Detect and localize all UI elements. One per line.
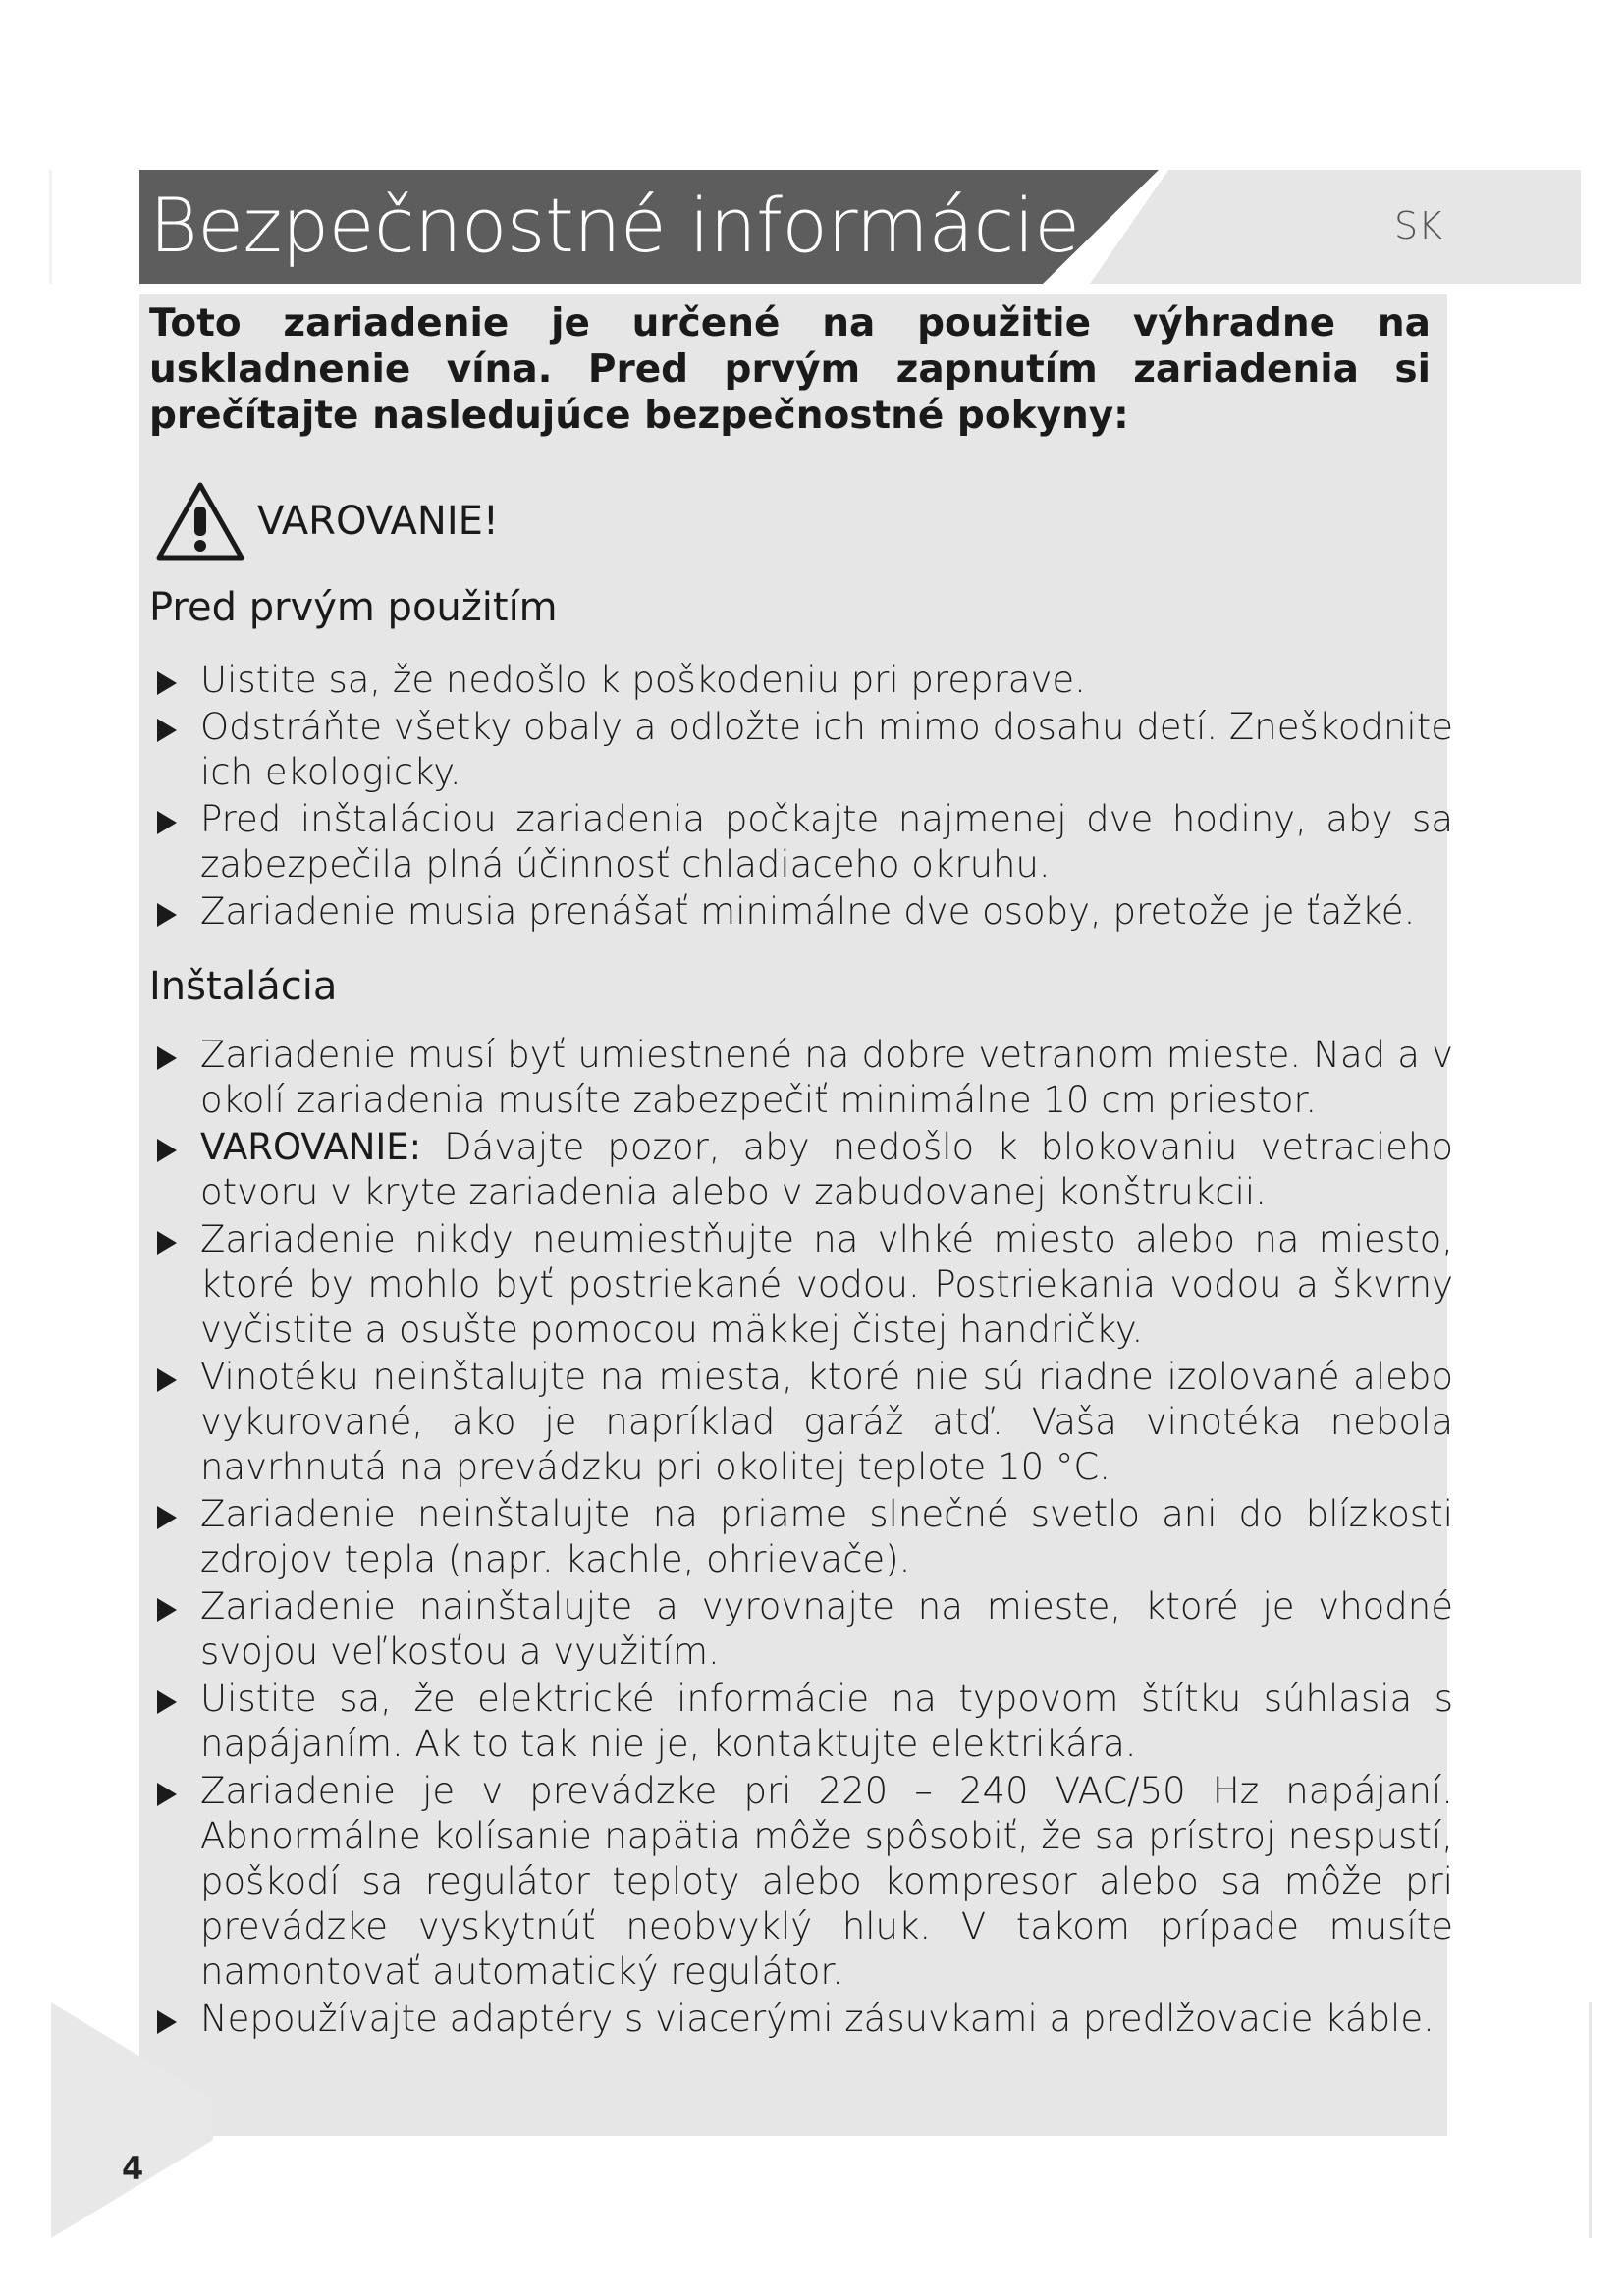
- section-title-before-first-use: Pred prvým použitím: [149, 585, 558, 630]
- bullet-arrow-icon: [157, 671, 177, 695]
- list-item: [157, 889, 1453, 934]
- list-item-text: Zariadenie musia prenášať minimálne dve osoby, pretože je ťažké.: [200, 890, 1416, 933]
- intro-text: Toto zariadenie je určené na použitie výhradne na uskladnenie vína. Pred prvým zapnutím zariadenia si prečítajte nasledujúce bezpečnostné pokyny:: [149, 301, 1431, 438]
- list-item: [157, 1997, 1453, 2042]
- list-item: [157, 705, 1453, 795]
- bullet-arrow-icon: [157, 1139, 177, 1162]
- bullet-arrow-icon: [157, 1046, 177, 1070]
- list-item-text: Uistite sa, že elektrické informácie na typovom štítku súhlasia s napájaním. Ak to tak nie je, kontaktujte elektrikára.: [200, 1678, 1453, 1765]
- list-item-text: Zariadenie musí byť umiestnené na dobre vetranom mieste. Nad a v okolí zariadenia musíte zabezpečiť minimálne 10 cm priestor.: [200, 1034, 1453, 1121]
- list-item: [157, 658, 1453, 703]
- list-item-text: Uistite sa, že nedošlo k poškodeniu pri preprave.: [200, 659, 1086, 701]
- left-edge-decoration: [49, 170, 52, 284]
- right-edge-decoration: [1589, 2002, 1592, 2238]
- bullet-arrow-icon: [157, 1598, 177, 1622]
- warning-triangle-icon: [155, 481, 245, 561]
- list-item: [157, 1584, 1453, 1675]
- list-item: [157, 1492, 1453, 1582]
- list-installation: [157, 1033, 1453, 2044]
- list-item: [157, 1355, 1453, 1490]
- bullet-arrow-icon: [157, 1690, 177, 1714]
- language-code: SK: [1394, 204, 1443, 247]
- list-item: [157, 1677, 1453, 1767]
- list-item-text: Odstráňte všetky obaly a odložte ich mimo dosahu detí. Zneškodnite ich ekologicky.: [200, 706, 1453, 793]
- section-title-installation: Inštalácia: [149, 964, 338, 1009]
- list-item: [157, 1033, 1453, 1123]
- list-item-text: Zariadenie je v prevádzke pri 220 – 240 VAC/50 Hz napájaní. Abnormálne kolísanie napätia môže spôsobiť, že sa prístroj nespustí, poškodí sa regulátor teploty alebo kompresor alebo sa môže pri prevádzke vyskytnúť neobvyklý hluk. V takom prípade musíte namontovať automatický regulátor.: [200, 1770, 1453, 1993]
- list-item-text: Pred inštaláciou zariadenia počkajte najmenej dve hodiny, aby sa zabezpečila plná účinnosť chladiaceho okruhu.: [200, 798, 1453, 885]
- list-item-text: Zariadenie neinštalujte na priame slnečné svetlo ani do blízkosti zdrojov tepla (napr. kachle, ohrievače).: [200, 1493, 1453, 1580]
- bullet-arrow-icon: [157, 903, 177, 927]
- list-item-text: Vinotéku neinštalujte na miesta, ktoré nie sú riadne izolované alebo vykurované, ako je napríklad garáž atď. Vaša vinotéka nebola navrhnutá na prevádzku pri okolitej teplote 10 °C.: [200, 1356, 1453, 1488]
- bullet-arrow-icon: [157, 1783, 177, 1806]
- warning-keyword: VAROVANIE:: [200, 1126, 422, 1168]
- list-item-text: Zariadenie nikdy neumiestňujte na vlhké miesto alebo na miesto, ktoré by mohlo byť postriekané vodou. Postriekania vodou a škvrny vyčistite a osušte pomocou mäkkej čistej handričky.: [200, 1218, 1453, 1351]
- list-item: [157, 797, 1453, 887]
- warning-heading: [155, 479, 499, 563]
- bullet-arrow-icon: [157, 1231, 177, 1255]
- warning-label: VAROVANIE!: [257, 499, 499, 544]
- list-item-text: Nepoužívajte adaptéry s viacerými zásuvkami a predlžovacie káble.: [200, 1998, 1435, 2040]
- list-item: [157, 1769, 1453, 1995]
- bullet-arrow-icon: [157, 719, 177, 742]
- list-item: [157, 1217, 1453, 1353]
- list-item-text: Dávajte pozor, aby nedošlo k blokovaniu vetracieho otvoru v kryte zariadenia alebo v zabudovanej konštrukcii.: [200, 1126, 1453, 1213]
- bullet-arrow-icon: [157, 2010, 177, 2034]
- list-item: [157, 1125, 1453, 1215]
- bullet-arrow-icon: [157, 811, 177, 834]
- page-number: 4: [122, 2150, 144, 2187]
- bullet-arrow-icon: [157, 1368, 177, 1392]
- list-before-first-use: [157, 658, 1453, 936]
- bullet-arrow-icon: [157, 1506, 177, 1529]
- list-item-text: Zariadenie nainštalujte a vyrovnajte na mieste, ktoré je vhodné svojou veľkosťou a využitím.: [200, 1585, 1453, 1673]
- page-title: Bezpečnostné informácie: [149, 182, 1080, 269]
- header-light-band: [1090, 170, 1581, 284]
